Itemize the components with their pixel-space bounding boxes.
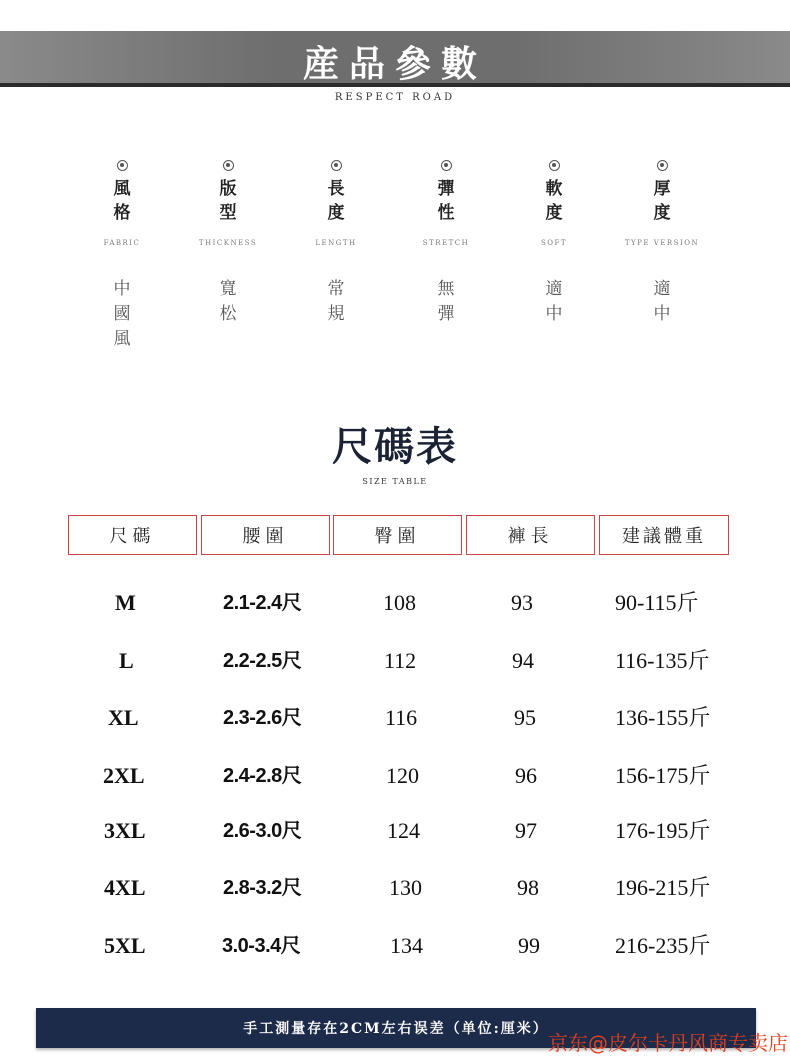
bullet-icon [549,160,560,171]
param-value: 適中 [653,279,671,324]
cell-weight: 216-235斤 [615,933,711,958]
param-fit [168,160,288,327]
param-name: 版型 [219,179,237,223]
param-softness [494,160,614,327]
cell-weight: 136-155斤 [615,705,711,730]
column-header-size: 尺碼 [68,515,197,555]
product-params [62,160,722,370]
table-row [0,583,790,623]
table-row [0,641,790,681]
column-header-waist: 腰圍 [201,515,330,555]
cell-waist: 2.2-2.5尺 [223,650,302,672]
bullet-icon [117,160,128,171]
cell-size: XL [108,705,139,730]
param-value: 寬松 [219,279,237,324]
page-title: 産品參數 [302,43,487,85]
table-row [0,698,790,738]
page-subtitle: RESPECT ROAD [334,92,456,103]
cell-size: M [115,590,136,615]
param-name: 彈性 [437,179,455,223]
param-name: 厚度 [653,179,671,223]
cell-hip: 112 [384,648,417,673]
table-row [0,868,790,908]
table-row [0,811,790,851]
param-value: 中國風 [113,279,131,349]
column-header-weight: 建議體重 [599,515,729,555]
cell-waist: 2.6-3.0尺 [223,820,302,842]
param-en: SOFT [540,239,568,247]
param-value: 適中 [545,279,563,324]
cell-hip: 116 [385,705,418,730]
cell-size: 4XL [104,875,146,900]
param-stretch [386,160,506,327]
cell-size: 2XL [103,763,145,788]
param-style [62,160,182,352]
cell-hip: 130 [389,875,422,900]
size-table-subtitle: SIZE TABLE [362,477,428,486]
cell-waist: 3.0-3.4尺 [222,935,301,957]
param-name: 軟度 [545,179,563,223]
cell-length: 99 [518,933,540,958]
bullet-icon [657,160,668,171]
param-name: 長度 [327,179,345,223]
param-name: 風格 [113,179,131,223]
size-table-title: 尺碼表 [332,423,458,470]
cell-weight: 156-175斤 [615,763,711,788]
cell-length: 95 [514,705,536,730]
footer-note: 手工測量存在2CM左右误差（单位:厘米） [243,1021,549,1037]
cell-hip: 108 [383,590,416,615]
bullet-icon [331,160,342,171]
cell-weight: 116-135斤 [615,648,710,673]
cell-hip: 120 [386,763,419,788]
cell-size: 5XL [104,933,146,958]
cell-length: 96 [515,763,537,788]
cell-length: 98 [517,875,539,900]
cell-waist: 2.8-3.2尺 [223,877,302,899]
store-watermark: 京东@皮尔卡丹风商专卖店 [548,1031,788,1055]
param-en: STRETCH [422,239,470,247]
param-value: 常規 [327,279,345,324]
column-header-hip: 臀圍 [333,515,462,555]
table-row [0,756,790,796]
param-en: TYPE VERSION [624,239,700,247]
param-length [276,160,396,327]
cell-size: 3XL [104,818,146,843]
cell-length: 93 [511,590,533,615]
bullet-icon [441,160,452,171]
cell-waist: 2.1-2.4尺 [223,592,302,614]
cell-weight: 90-115斤 [615,590,699,615]
column-header-length: 褲長 [466,515,595,555]
cell-size: L [119,648,134,673]
cell-hip: 124 [387,818,420,843]
table-row [0,926,790,966]
param-en: FABRIC [103,239,141,247]
param-value: 無彈 [437,279,455,324]
cell-weight: 176-195斤 [615,818,711,843]
cell-waist: 2.4-2.8尺 [223,765,302,787]
param-thickness [602,160,722,327]
cell-length: 97 [515,818,537,843]
cell-hip: 134 [390,933,423,958]
bullet-icon [223,160,234,171]
cell-waist: 2.3-2.6尺 [223,707,302,729]
cell-length: 94 [512,648,534,673]
param-en: LENGTH [315,239,357,247]
cell-weight: 196-215斤 [615,875,711,900]
param-en: THICKNESS [198,239,258,247]
